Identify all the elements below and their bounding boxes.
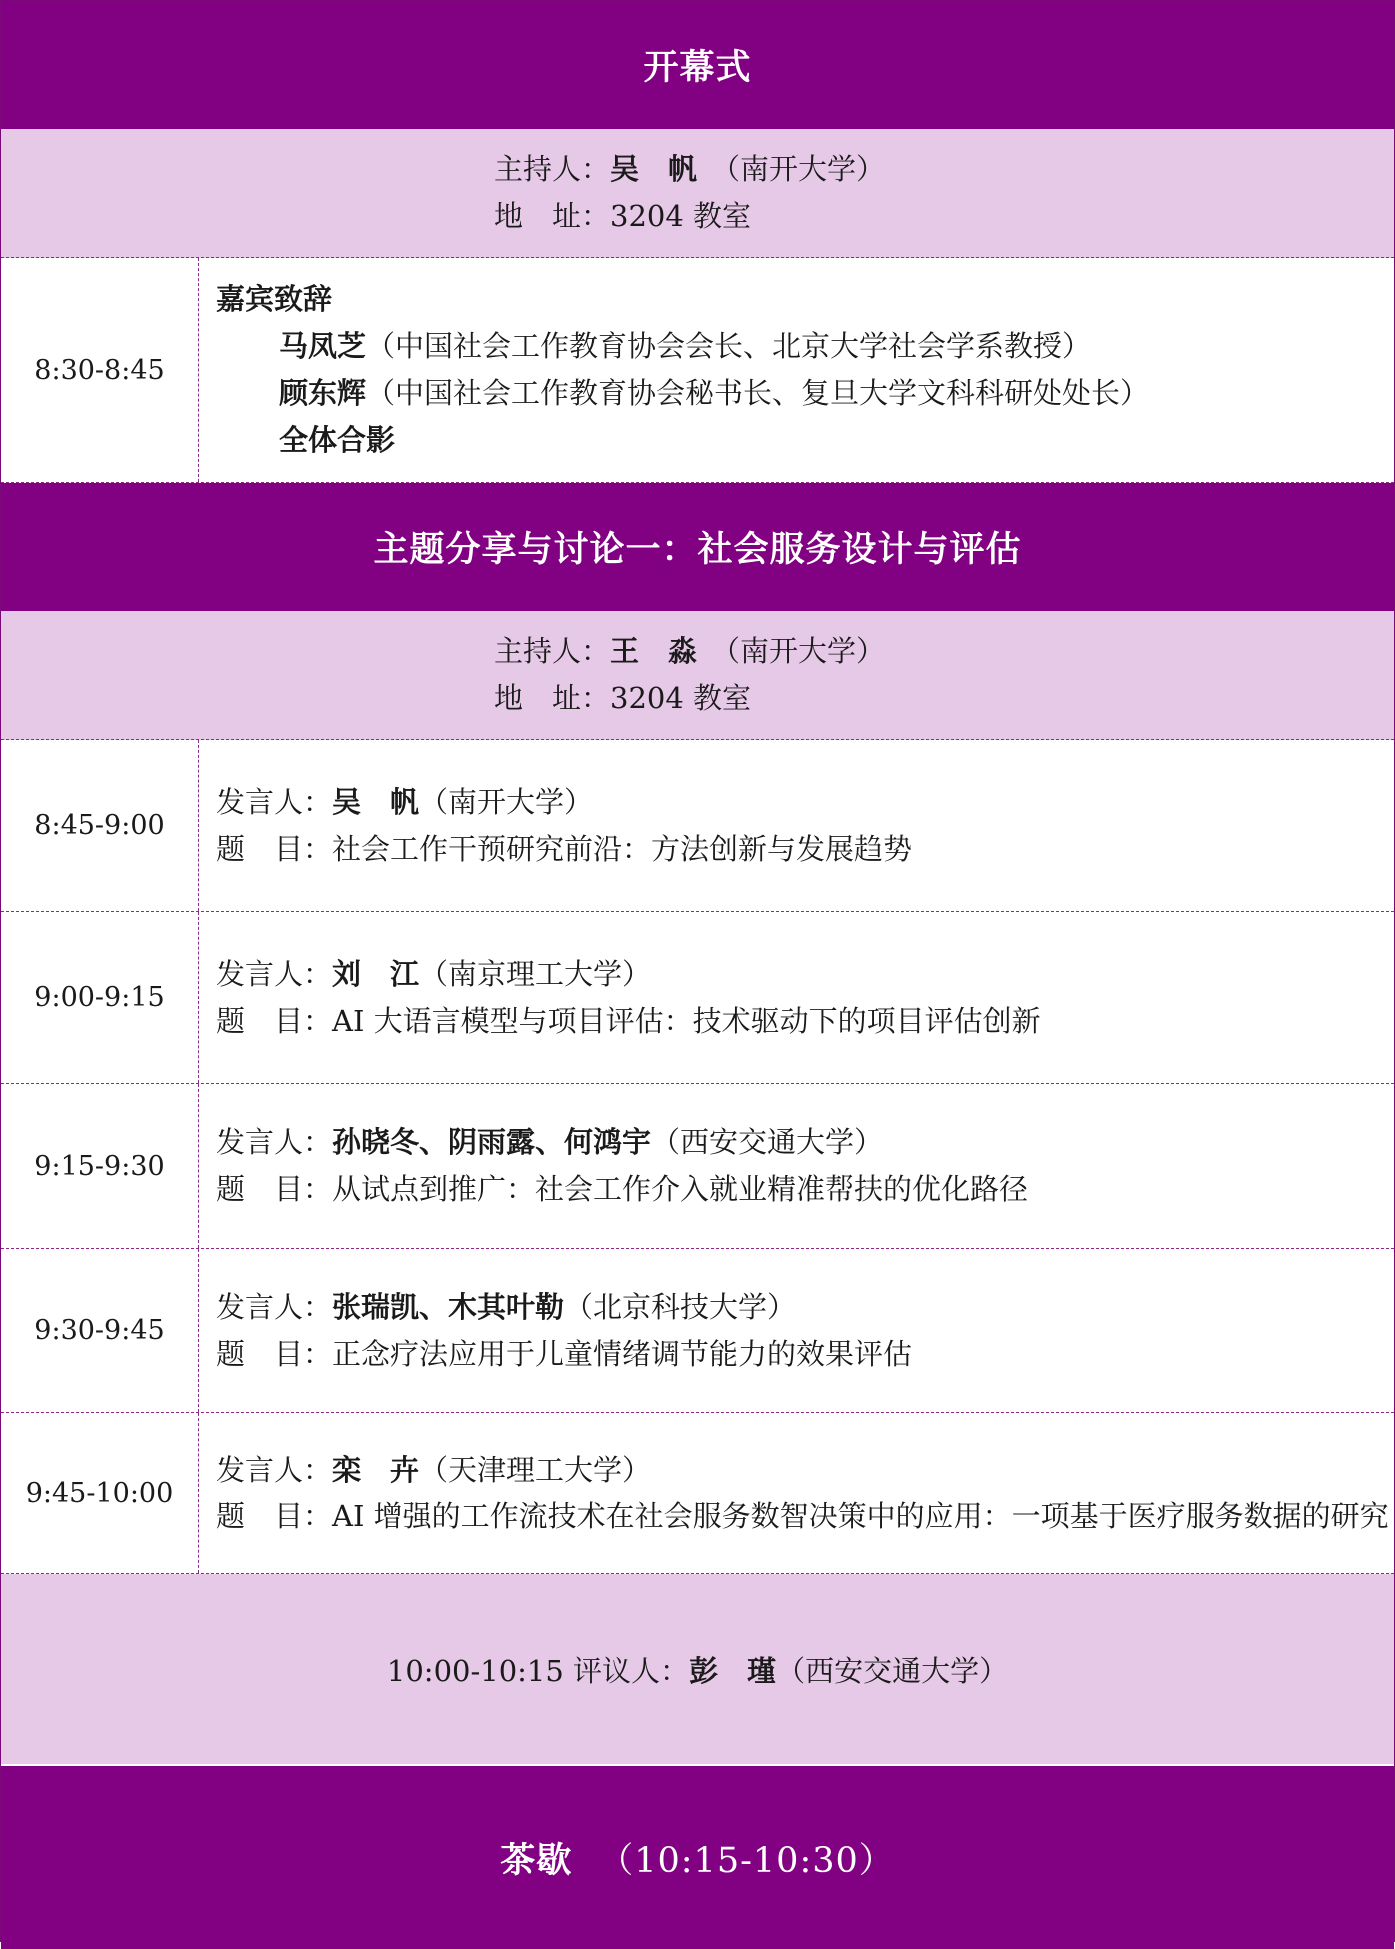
- opening-row: [1, 258, 1394, 483]
- opening-title: 开幕式: [643, 48, 752, 88]
- speaker-org: （北京科技大学）: [564, 1289, 797, 1324]
- reviewer-org: （西安交通大学）: [776, 1653, 1009, 1688]
- talk-content: [199, 1249, 1394, 1412]
- opening-heading: 嘉宾致辞: [216, 282, 333, 316]
- speaker-label: 发言人：: [216, 1453, 333, 1487]
- time-cell: 9:00-9:15: [1, 912, 199, 1083]
- speaker-line: [216, 779, 1394, 826]
- guest-line: [216, 370, 1394, 417]
- talk-content: [199, 1084, 1394, 1248]
- host-org: （南开大学）: [711, 634, 886, 668]
- session1-address-line: [494, 675, 1394, 722]
- speaker-label: 发言人：: [216, 1125, 333, 1159]
- guest-desc: （中国社会工作教育协会秘书长、复旦大学文科科研处处长）: [366, 376, 1150, 410]
- speaker-label: 发言人：: [216, 784, 333, 819]
- address-label: 地 址：: [494, 681, 611, 715]
- speaker-name: 刘 江: [332, 956, 420, 991]
- speaker-org: （西安交通大学）: [651, 1125, 884, 1159]
- topic-label: 题 目：: [216, 1003, 333, 1038]
- topic-text: AI 增强的工作流技术在社会服务数智决策中的应用：一项基于医疗服务数据的研究: [332, 1499, 1389, 1533]
- session1-title-band: [1, 483, 1394, 611]
- topic-text: AI 大语言模型与项目评估：技术驱动下的项目评估创新: [332, 1003, 1041, 1038]
- topic-line: [216, 1493, 1394, 1539]
- address-value: 3204 教室: [610, 199, 752, 233]
- tea-break-title: 茶歇: [500, 1840, 573, 1881]
- talk-row: [1, 912, 1394, 1084]
- speaker-org: （南开大学）: [419, 784, 594, 819]
- topic-line: [216, 1166, 1394, 1213]
- host-name: 王 淼: [610, 634, 698, 668]
- guest-line: [216, 323, 1394, 370]
- session1-title: 主题分享与讨论一：社会服务设计与评估: [373, 530, 1022, 570]
- reviewer-name: 彭 瑾: [689, 1653, 777, 1688]
- topic-text: 社会工作干预研究前沿：方法创新与发展趋势: [332, 831, 913, 866]
- review-prefix: 10:00-10:15 评议人：: [386, 1653, 690, 1688]
- talk-content: [199, 1413, 1394, 1573]
- time-cell: 8:45-9:00: [1, 740, 199, 911]
- topic-line: [216, 998, 1394, 1045]
- session1-info: [1, 611, 1394, 740]
- guest-name: 马凤芝: [279, 329, 367, 363]
- speaker-line: [216, 1119, 1394, 1166]
- session1-host-line: [494, 628, 1394, 675]
- time-cell: 8:30-8:45: [1, 258, 199, 482]
- topic-line: [216, 1331, 1394, 1378]
- opening-title-band: [1, 1, 1394, 129]
- time-cell: 9:45-10:00: [1, 1413, 199, 1573]
- speaker-label: 发言人：: [216, 1289, 333, 1324]
- speaker-name: 孙晓冬、阴雨露、何鸿宇: [332, 1125, 652, 1159]
- talk-row: [1, 1249, 1394, 1413]
- speaker-name: 吴 帆: [332, 784, 420, 819]
- talk-row: [1, 1084, 1394, 1249]
- opening-info: [1, 129, 1394, 258]
- talk-row: [1, 1413, 1394, 1574]
- topic-label: 题 目：: [216, 831, 333, 866]
- guest-name: 顾东辉: [279, 376, 367, 410]
- guest-desc: （中国社会工作教育协会会长、北京大学社会学系教授）: [366, 329, 1092, 363]
- talk-row: [1, 740, 1394, 912]
- address-label: 地 址：: [494, 199, 611, 233]
- talk-content: [199, 912, 1394, 1083]
- opening-host-line: [494, 146, 1394, 193]
- time-cell: 9:30-9:45: [1, 1249, 199, 1412]
- topic-label: 题 目：: [216, 1499, 333, 1533]
- address-value: 3204 教室: [610, 681, 752, 715]
- host-label: 主持人：: [494, 152, 611, 186]
- tea-break-time: （10:15-10:30）: [598, 1840, 895, 1881]
- time-cell: 9:15-9:30: [1, 1084, 199, 1248]
- host-name: 吴 帆: [610, 152, 698, 186]
- topic-text: 从试点到推广：社会工作介入就业精准帮扶的优化路径: [332, 1172, 1029, 1206]
- speaker-label: 发言人：: [216, 956, 333, 991]
- speaker-name: 栾 卉: [332, 1453, 420, 1487]
- speaker-org: （天津理工大学）: [419, 1453, 652, 1487]
- topic-line: [216, 826, 1394, 873]
- speaker-line: [216, 951, 1394, 998]
- opening-content: [199, 258, 1394, 482]
- topic-label: 题 目：: [216, 1172, 333, 1206]
- review-row: [1, 1574, 1394, 1764]
- speaker-org: （南京理工大学）: [419, 956, 652, 991]
- speaker-line: [216, 1284, 1394, 1331]
- speaker-name: 张瑞凯、木其叶勒: [332, 1289, 565, 1324]
- group-photo: 全体合影: [279, 423, 396, 457]
- opening-address-line: [494, 193, 1394, 240]
- speaker-line: [216, 1447, 1394, 1493]
- topic-text: 正念疗法应用于儿童情绪调节能力的效果评估: [332, 1336, 913, 1371]
- talk-content: [199, 740, 1394, 911]
- topic-label: 题 目：: [216, 1336, 333, 1371]
- host-org: （南开大学）: [711, 152, 886, 186]
- host-label: 主持人：: [494, 634, 611, 668]
- tea-break-band: [1, 1764, 1394, 1949]
